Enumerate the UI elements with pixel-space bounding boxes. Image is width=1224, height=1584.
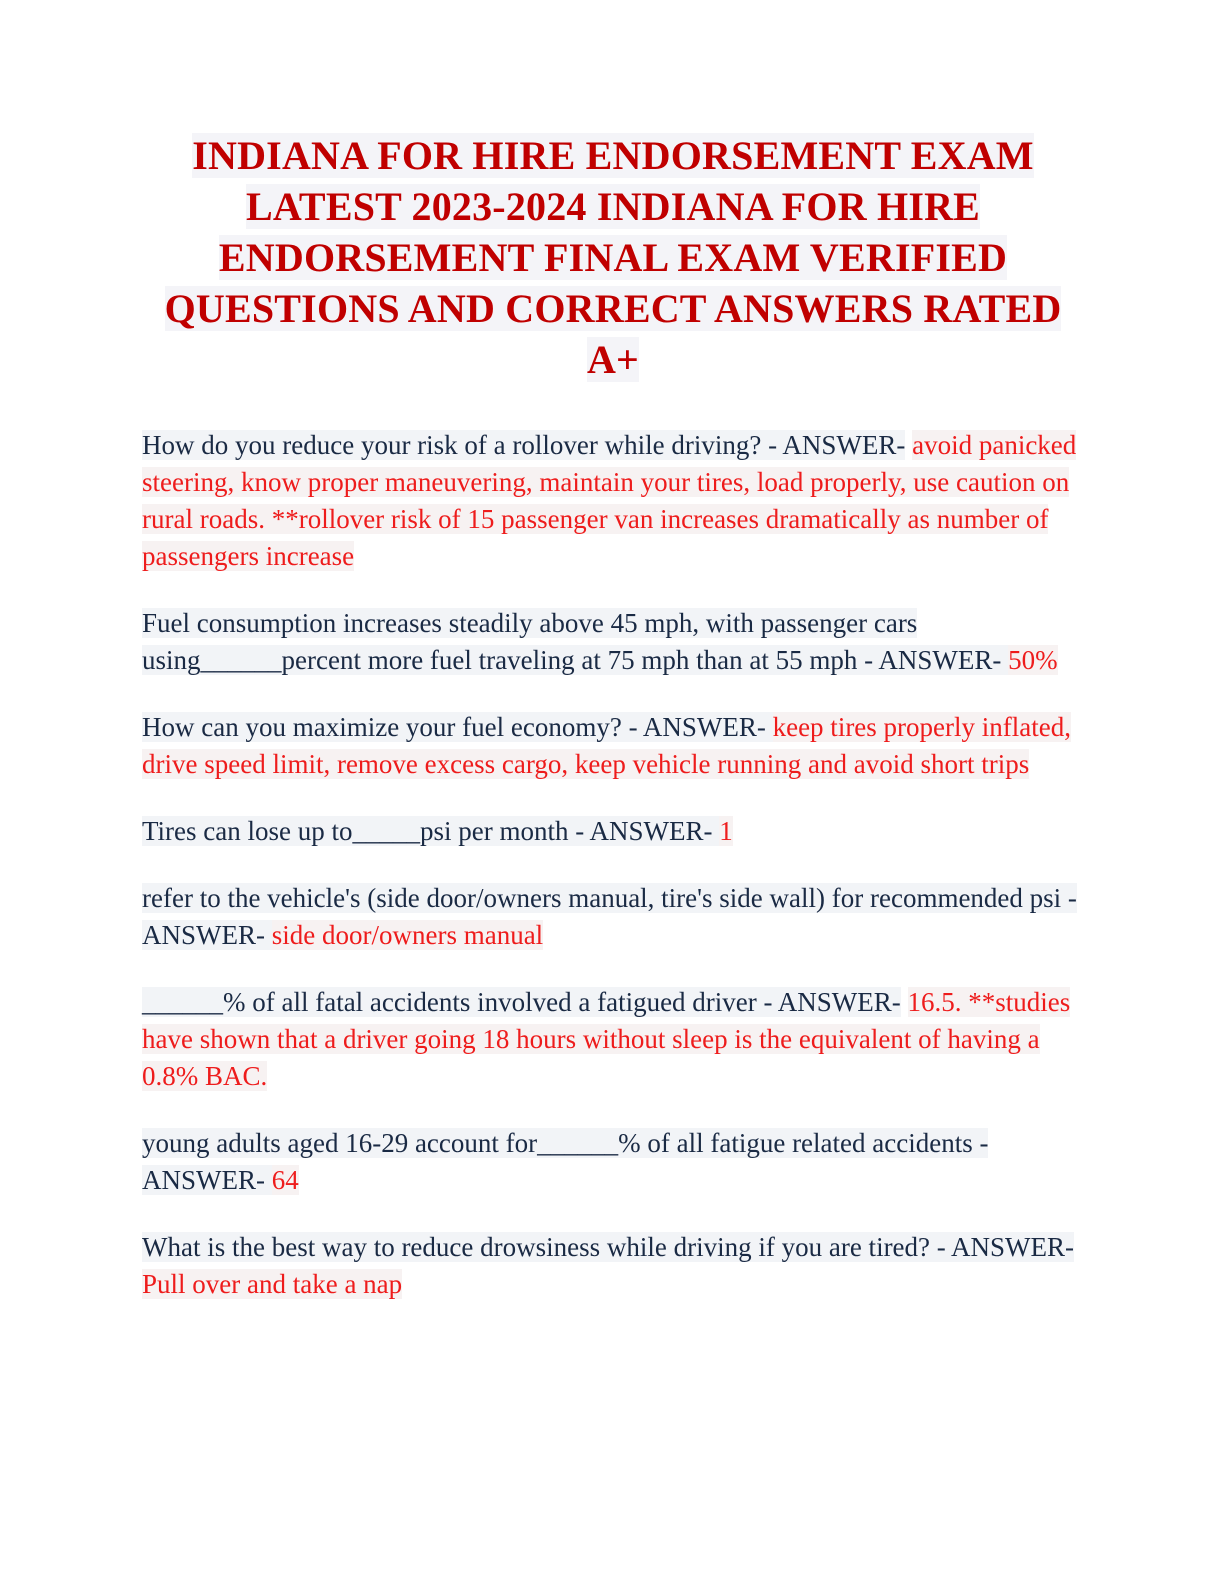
- answer-text: avoid panicked steering, know proper maneuvering, maintain your tires, load properly, use caution on rural roads. **rollover risk of 15 passenger van increases dramatically as number of passengers increase: [142, 430, 1077, 571]
- qa-item: [142, 1125, 1084, 1199]
- question-text: Tires can lose up to_____psi per month - ANSWER-: [142, 816, 720, 846]
- page-title: [142, 130, 1084, 385]
- answer-text: 1: [719, 816, 733, 846]
- question-text: young adults aged 16-29 account for______% of all fatigue related accidents - ANSWER-: [142, 1128, 989, 1195]
- qa-item: [142, 1229, 1084, 1303]
- question-text: How do you reduce your risk of a rollover while driving? - ANSWER-: [142, 430, 906, 460]
- question-text: Fuel consumption increases steadily above 45 mph, with passenger cars using______percent more fuel traveling at 75 mph than at 55 mph - ANSWER-: [142, 608, 1009, 675]
- qa-item: [142, 880, 1084, 954]
- question-text: refer to the vehicle's (side door/owners manual, tire's side wall) for recommended psi - ANSWER-: [142, 883, 1077, 950]
- answer-text: 16.5. **studies have shown that a driver going 18 hours without sleep is the equivalent of having a 0.8% BAC.: [142, 987, 1071, 1091]
- qa-item: [142, 709, 1084, 783]
- page-title-text: INDIANA FOR HIRE ENDORSEMENT EXAM LATEST 2023-2024 INDIANA FOR HIRE ENDORSEMENT FINAL EXAM VERIFIED QUESTIONS AND CORRECT ANSWERS RATED A+: [164, 133, 1062, 382]
- question-text: What is the best way to reduce drowsiness while driving if you are tired? - ANSWER-: [142, 1232, 1075, 1262]
- answer-text: side door/owners manual: [271, 920, 544, 950]
- answer-text: 64: [271, 1165, 299, 1195]
- question-text: How can you maximize your fuel economy? - ANSWER-: [142, 712, 773, 742]
- qa-item: [142, 984, 1084, 1095]
- answer-text: 50%: [1008, 645, 1058, 675]
- qa-item: [142, 813, 1084, 850]
- question-text: ______% of all fatal accidents involved a fatigued driver - ANSWER-: [142, 987, 901, 1017]
- qa-item: [142, 605, 1084, 679]
- answer-text: Pull over and take a nap: [142, 1269, 403, 1299]
- answer-text: keep tires properly inflated, drive speed limit, remove excess cargo, keep vehicle running and avoid short trips: [142, 712, 1071, 779]
- qa-item: [142, 427, 1084, 575]
